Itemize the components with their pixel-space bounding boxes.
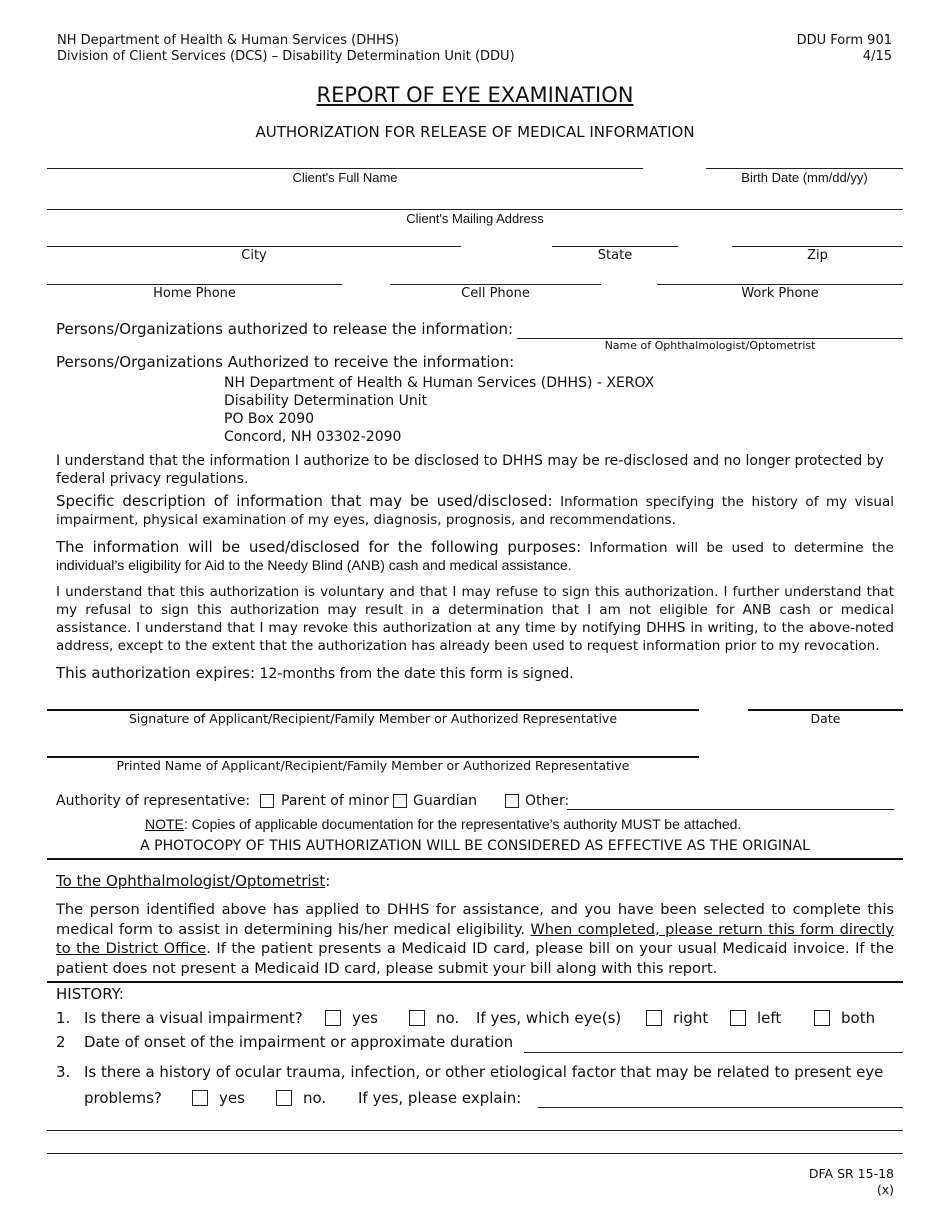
recipient-line-4: Concord, NH 03302-2090 bbox=[224, 429, 402, 445]
q3-explain-line-3[interactable] bbox=[47, 1153, 903, 1154]
authority-label: Authority of representative: bbox=[56, 793, 251, 809]
specific-description-text: Information specifying the history of my visual impairment, physical examination of my eyes, diagnosis, prognosis, and recommendations. bbox=[56, 494, 894, 528]
purpose-text-b: individual’s eligibility for Aid to the Needy Blind (ANB) cash and medical assistance. bbox=[56, 557, 572, 573]
q1-which-eye-label: If yes, which eye(s) bbox=[476, 1009, 622, 1027]
printed-name-caption: Printed Name of Applicant/Recipient/Family Member or Authorized Representative bbox=[116, 758, 630, 773]
mailing-address-line[interactable] bbox=[47, 209, 903, 210]
ophthalmologist-caption: Name of Ophthalmologist/Optometrist bbox=[604, 339, 816, 352]
purpose-text-a: Information will be used to determine the bbox=[589, 540, 894, 556]
zip-caption: Zip bbox=[807, 248, 828, 263]
purpose-paragraph-line-1 bbox=[56, 538, 894, 557]
birth-date-line[interactable] bbox=[706, 168, 903, 169]
date-caption: Date bbox=[810, 711, 841, 726]
q1-yes-label: yes bbox=[352, 1009, 378, 1027]
guardian-label: Guardian bbox=[413, 793, 478, 809]
purpose-label: The information will be used/disclosed for the following purposes: bbox=[56, 538, 582, 556]
specific-description-label: Specific description of information that may be used/disclosed: bbox=[56, 492, 553, 510]
form-date: 4/15 bbox=[862, 49, 892, 64]
q1-right-label: right bbox=[673, 1009, 709, 1027]
redisclosure-paragraph: I understand that the information I authorize to be disclosed to DHHS may be re-disclosed and no longer protected by federal privacy regulations. bbox=[56, 453, 884, 487]
q2-answer-line[interactable] bbox=[524, 1052, 903, 1053]
voluntary-paragraph: I understand that this authorization is voluntary and that I may refuse to sign this authorization. I further understand that my refusal to sign this authorization may result in a determination that I am not eligible for ANB cash or medical assistance. I understand that I may revoke this authorization at any time by notifying DHHS in writing, to the above-noted address, except to the extent that the authorization has already been used to request information prior to my revocation. bbox=[56, 584, 894, 654]
guardian-checkbox[interactable] bbox=[393, 794, 407, 808]
q1-left-label: left bbox=[757, 1009, 782, 1027]
q3-explain-line-2[interactable] bbox=[47, 1130, 903, 1131]
section-divider-2 bbox=[47, 981, 903, 983]
q3-explain-line-1[interactable] bbox=[538, 1107, 903, 1108]
q1-left-checkbox[interactable] bbox=[730, 1010, 746, 1026]
photocopy-notice: A PHOTOCOPY OF THIS AUTHORIZATION WILL BE CONSIDERED AS EFFECTIVE AS THE ORIGINAL bbox=[140, 838, 810, 854]
to-doctor-paragraph bbox=[56, 900, 894, 978]
client-name-line[interactable] bbox=[47, 168, 643, 169]
expires-label: This authorization expires: bbox=[56, 664, 256, 682]
cell-phone-line[interactable] bbox=[390, 284, 601, 285]
q1-no-checkbox[interactable] bbox=[409, 1010, 425, 1026]
q1-both-label: both bbox=[841, 1009, 876, 1027]
q3-question: Is there a history of ocular trauma, infection, or other etiological factor that may be related to present eye bbox=[84, 1063, 884, 1081]
state-caption: State bbox=[597, 248, 633, 263]
q3-yes-label: yes bbox=[219, 1089, 245, 1107]
q2-question: Date of onset of the impairment or approximate duration bbox=[84, 1033, 514, 1051]
note-label: NOTE bbox=[145, 816, 184, 832]
footer-code: DFA SR 15-18 bbox=[808, 1166, 894, 1181]
section-divider-1 bbox=[47, 858, 903, 860]
mailing-address-caption: Client's Mailing Address bbox=[406, 211, 544, 226]
expires-text: 12-months from the date this form is signed. bbox=[259, 666, 574, 682]
work-phone-caption: Work Phone bbox=[741, 286, 819, 301]
to-doctor-text-b: . If the patient presents a Medicaid ID card, please bill on your usual Medicaid invoice. If the patient does not present a Medicaid ID card, please submit your bill along with this report. bbox=[56, 940, 894, 977]
city-caption: City bbox=[241, 248, 267, 263]
signature-caption: Signature of Applicant/Recipient/Family Member or Authorized Representative bbox=[128, 711, 618, 726]
page-title: REPORT OF EYE EXAMINATION bbox=[316, 83, 634, 107]
parent-of-minor-checkbox[interactable] bbox=[260, 794, 274, 808]
q1-number: 1. bbox=[56, 1009, 71, 1027]
q3-number: 3. bbox=[56, 1063, 71, 1081]
q3-no-checkbox[interactable] bbox=[276, 1090, 292, 1106]
q2-number: 2 bbox=[56, 1033, 66, 1051]
birth-date-caption: Birth Date (mm/dd/yy) bbox=[741, 170, 868, 185]
state-line[interactable] bbox=[552, 246, 678, 247]
q3-no-label: no. bbox=[303, 1089, 327, 1107]
authorized-receive-label: Persons/Organizations Authorized to receive the information: bbox=[56, 353, 515, 371]
parent-of-minor-label: Parent of minor bbox=[281, 793, 389, 809]
authorized-release-label: Persons/Organizations authorized to release the information: bbox=[56, 320, 514, 338]
other-label: Other: bbox=[525, 793, 570, 809]
home-phone-line[interactable] bbox=[47, 284, 342, 285]
specific-description-paragraph bbox=[56, 492, 894, 529]
history-heading: HISTORY: bbox=[56, 985, 124, 1003]
home-phone-caption: Home Phone bbox=[153, 286, 236, 301]
to-doctor-heading: To the Ophthalmologist/Optometrist bbox=[56, 872, 326, 890]
other-specify-line[interactable] bbox=[567, 809, 894, 810]
note-line bbox=[145, 816, 741, 832]
footer-suffix: (x) bbox=[876, 1182, 894, 1197]
q1-right-checkbox[interactable] bbox=[646, 1010, 662, 1026]
recipient-line-2: Disability Determination Unit bbox=[224, 393, 428, 409]
q3-explain-label: If yes, please explain: bbox=[358, 1089, 522, 1107]
q3-question-cont: problems? bbox=[84, 1089, 162, 1107]
work-phone-line[interactable] bbox=[657, 284, 903, 285]
city-line[interactable] bbox=[47, 246, 461, 247]
to-doctor-heading-colon: : bbox=[325, 872, 331, 890]
expires-paragraph bbox=[56, 664, 574, 682]
to-doctor-text-a: The person identified above has applied to DHHS for assistance, and you have been selected to complete this medical form to assist in determining his/her medical eligibility. bbox=[56, 901, 894, 938]
to-doctor-heading-line bbox=[56, 872, 330, 890]
zip-line[interactable] bbox=[732, 246, 903, 247]
q1-question: Is there a visual impairment? bbox=[84, 1009, 303, 1027]
agency-line-1: NH Department of Health & Human Services (DHHS) bbox=[57, 33, 400, 48]
to-doctor-return-instruction: When completed, please return this form directly to the District Office bbox=[56, 920, 895, 957]
q1-yes-checkbox[interactable] bbox=[325, 1010, 341, 1026]
other-checkbox[interactable] bbox=[505, 794, 519, 808]
cell-phone-caption: Cell Phone bbox=[461, 286, 530, 301]
q1-both-checkbox[interactable] bbox=[814, 1010, 830, 1026]
recipient-line-3: PO Box 2090 bbox=[224, 411, 315, 427]
form-number: DDU Form 901 bbox=[796, 33, 892, 48]
note-text: : Copies of applicable documentation for the representative’s authority MUST be attached. bbox=[183, 816, 742, 832]
page-subtitle: AUTHORIZATION FOR RELEASE OF MEDICAL INFORMATION bbox=[255, 123, 695, 141]
q1-no-label: no. bbox=[436, 1009, 460, 1027]
agency-line-2: Division of Client Services (DCS) – Disability Determination Unit (DDU) bbox=[57, 49, 515, 64]
q3-yes-checkbox[interactable] bbox=[192, 1090, 208, 1106]
recipient-line-1: NH Department of Health & Human Services (DHHS) - XEROX bbox=[224, 375, 655, 391]
client-name-caption: Client's Full Name bbox=[292, 170, 398, 185]
